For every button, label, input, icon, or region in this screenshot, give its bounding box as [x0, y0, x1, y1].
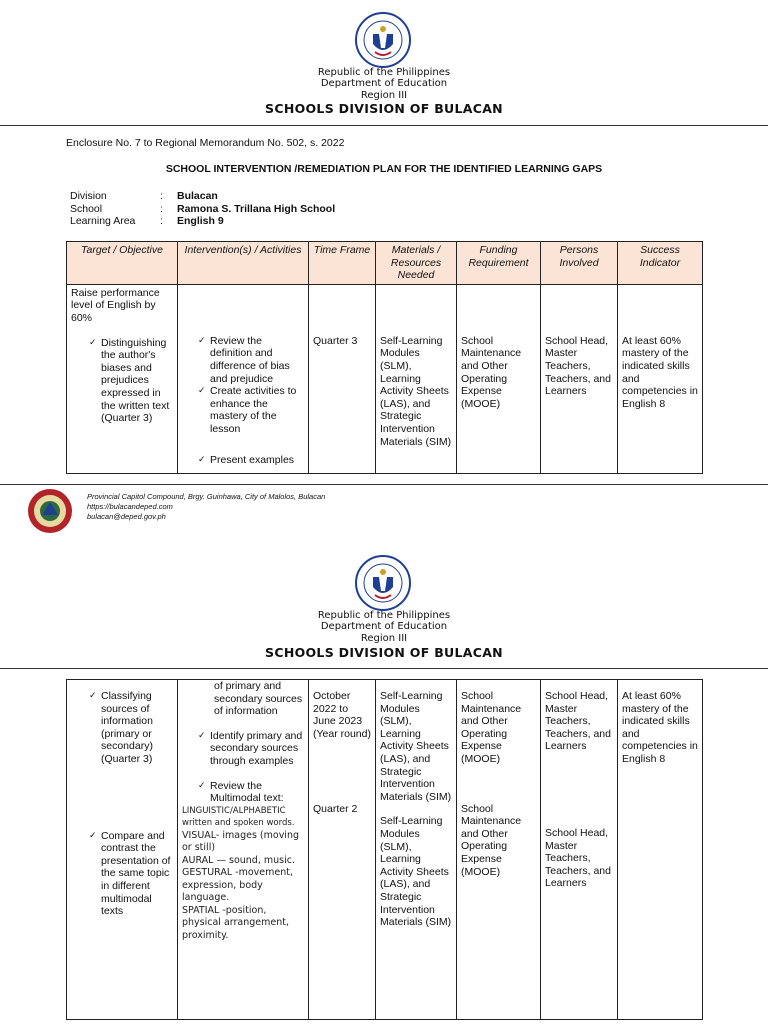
department-text: Department of Education	[320, 621, 448, 632]
header-success: Success Indicator	[618, 242, 703, 285]
checkmark-icon: ✓	[198, 780, 206, 791]
materials-cell: Self-Learning Modules (SLM), Learning Activity Sheets (LAS), and Strategic Intervention Materials (SIM)	[376, 284, 457, 473]
multimodal-linguistic: LINGUISTIC/ALPHABETIC	[182, 805, 286, 816]
info-row-school: School : Ramona S. Trillana High School	[70, 202, 336, 215]
checkmark-icon: ✓	[198, 454, 206, 465]
checkmark-icon: ✓	[89, 830, 97, 841]
republic-text: Republic of the Philippines	[317, 67, 451, 78]
target-cell	[67, 680, 178, 1020]
activity-item: ✓ Review the Multimodal text:	[198, 779, 284, 805]
info-row-division: Division : Bulacan	[70, 190, 218, 202]
target-cell	[67, 284, 178, 473]
persons-cell: School Head, Master Teachers, Teachers, and Learners	[541, 284, 618, 473]
header-materials: Materials / Resources Needed	[376, 242, 457, 285]
indicator-cell: At least 60% mastery of the indicated skills and competencies in English 8	[618, 284, 703, 473]
table-row	[67, 680, 703, 1020]
table-header-row	[67, 242, 703, 285]
checkmark-icon: ✓	[198, 386, 206, 397]
checkmark-icon: ✓	[198, 335, 206, 346]
info-block	[70, 190, 335, 228]
target-item: ✓ Compare and contrast the presentation of the same topic in different multimodal texts	[89, 829, 171, 918]
header-rule	[0, 125, 768, 126]
activity-item: ✓ Review the definition and difference of bias and prejudice	[198, 334, 290, 385]
target-item: ✓ Distinguishing the author's biases and prejudices expressed in the written text (Quarter 3)	[89, 336, 170, 425]
activity-item: ✓ Create activities to enhance the mastery of the lesson	[198, 385, 297, 435]
enclosure-text: Enclosure No. 7 to Regional Memorandum No. 502, s. 2022	[66, 137, 345, 149]
activity-item: ✓ Present examples	[198, 453, 295, 466]
indicator-cell: At least 60% mastery of the indicated skills and competencies in English 8	[618, 680, 703, 1020]
multimodal-aural: AURAL — sound, music.	[182, 854, 295, 866]
header-interventions: Intervention(s) / Activities	[178, 242, 309, 285]
materials-cell: Self-Learning Modules (SLM), Learning Activity Sheets (LAS), and Strategic Intervention Materials (SIM) Self-Learning Modules (SLM), Learning Activity Sheets (LAS), and Strategic Intervention Materials (SIM)	[376, 680, 457, 1020]
republic-text: Republic of the Philippines	[317, 610, 451, 621]
activities-cell	[178, 680, 309, 1020]
region-text: Region III	[360, 633, 408, 644]
persons-cell: School Head, Master Teachers, Teachers, and Learners School Head, Master Teachers, Teachers, and Learners	[541, 680, 618, 1020]
deped-seal-icon	[355, 555, 411, 611]
header-time-frame: Time Frame	[309, 242, 376, 285]
header-target: Target / Objective	[67, 242, 178, 285]
checkmark-icon: ✓	[89, 691, 97, 701]
division-title: SCHOOLS DIVISION OF BULACAN	[265, 645, 503, 660]
goal-text: Raise performance level of English by 60%	[71, 286, 160, 324]
bulacan-seal-icon	[27, 488, 73, 534]
time-cell: Quarter 3	[309, 284, 376, 473]
footer-email[interactable]: bulacan@deped.gov.ph	[87, 512, 166, 521]
header-funding: Funding Requirement	[457, 242, 541, 285]
checkmark-icon: ✓	[198, 730, 206, 741]
target-item: ✓ Classifying sources of information (primary or secondary) (Quarter 3)	[89, 690, 153, 765]
activity-item: ✓ Identify primary and secondary sources through examples	[198, 729, 303, 767]
footer-address: Provincial Capitol Compound, Brgy. Guinhawa, City of Malolos, Bulacan	[87, 492, 326, 501]
plan-title: SCHOOL INTERVENTION /REMEDIATION PLAN FOR THE IDENTIFIED LEARNING GAPS	[165, 163, 603, 175]
multimodal-gestural: GESTURAL -movement, expression, body language.	[182, 867, 294, 904]
activities-cell	[178, 284, 309, 473]
multimodal-linguistic-desc: written and spoken words.	[182, 818, 295, 829]
plan-table-page2	[66, 679, 703, 1020]
checkmark-icon: ✓	[89, 337, 97, 348]
division-title: SCHOOLS DIVISION OF BULACAN	[265, 101, 503, 116]
region-text: Region III	[360, 90, 408, 101]
info-row-learning-area: Learning Area : English 9	[70, 215, 224, 227]
footer-website[interactable]: https://bulacandeped.com	[87, 502, 173, 511]
table-row	[67, 284, 703, 473]
header-persons: Persons Involved	[541, 242, 618, 285]
funding-cell: School Maintenance and Other Operating Expense (MOOE)	[457, 284, 541, 473]
multimodal-spatial: SPATIAL -position, physical arrangement, proximity.	[182, 904, 290, 941]
deped-seal-icon	[355, 12, 411, 68]
time-cell: October 2022 to June 2023 (Year round) Quarter 2	[309, 680, 376, 1020]
multimodal-visual: VISUAL- images (moving or still)	[182, 829, 300, 854]
activity-continuation: of primary and secondary sources of information	[214, 680, 303, 718]
plan-table-page1	[66, 241, 703, 474]
footer-rule	[0, 484, 768, 485]
funding-cell: School Maintenance and Other Operating Expense (MOOE) School Maintenance and Other Operating Expense (MOOE)	[457, 680, 541, 1020]
header-rule	[0, 668, 768, 669]
department-text: Department of Education	[320, 78, 448, 89]
